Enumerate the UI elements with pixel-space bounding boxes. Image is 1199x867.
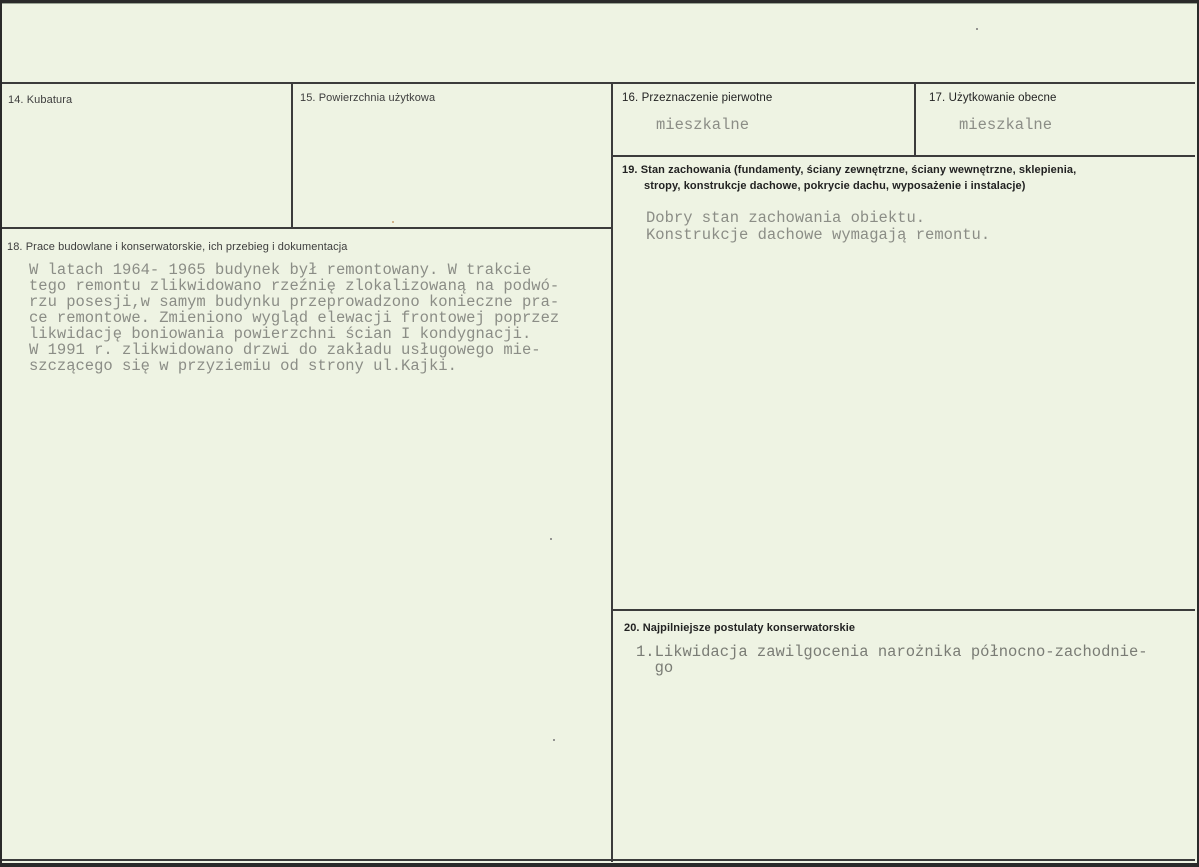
field-18-line: rzu posesji,w samym budynku przeprowadzono konieczne pra- xyxy=(29,293,560,311)
divider-top xyxy=(2,82,1195,84)
divider-row-16-19 xyxy=(611,155,1195,157)
field-18-label: 18. Prace budowlane i konserwatorskie, ich przebieg i dokumentacja xyxy=(7,241,348,253)
field-20-line: go xyxy=(636,659,674,677)
field-17-value: mieszkalne xyxy=(959,116,1053,134)
field-19-label-line1: 19. Stan zachowania (fundamenty, ściany zewnętrzne, ściany wewnętrzne, sklepienia, xyxy=(622,164,1077,176)
divider-row-19-20 xyxy=(611,609,1195,611)
paper-speck xyxy=(553,739,555,741)
field-18-line: szczącego się w przyziemiu od strony ul.Kajki. xyxy=(29,357,457,375)
paper-speck xyxy=(976,28,978,30)
divider-row-14-18 xyxy=(2,227,613,229)
paper-speck xyxy=(392,221,394,223)
field-18-line: tego remontu zlikwidowano rzeźnię zlokalizowaną na podwó- xyxy=(29,277,560,295)
field-19-label-line2: stropy, konstrukcje dachowe, pokrycie dachu, wyposażenie i instalacje) xyxy=(644,180,1026,192)
paper-speck xyxy=(550,538,552,540)
divider-left-right xyxy=(611,82,613,862)
field-17-label: 17. Użytkowanie obecne xyxy=(929,92,1057,104)
record-card xyxy=(2,3,1197,863)
field-20-label: 20. Najpilniejsze postulaty konserwatorskie xyxy=(624,622,856,634)
divider-bottom xyxy=(2,859,1195,861)
field-15-label: 15. Powierzchnia użytkowa xyxy=(300,92,436,104)
field-18-line: W latach 1964- 1965 budynek był remontowany. W trakcie xyxy=(29,261,532,279)
field-18-line: ce remontowe. Zmieniono wygląd elewacji frontowej poprzez xyxy=(29,309,560,327)
field-18-line: W 1991 r. zlikwidowano drzwi do zakładu usługowego mie- xyxy=(29,341,541,359)
field-14-label: 14. Kubatura xyxy=(8,94,73,106)
divider-14-15 xyxy=(291,82,293,228)
field-16-value: mieszkalne xyxy=(656,116,750,134)
field-20-line: 1.Likwidacja zawilgocenia narożnika północno-zachodnie- xyxy=(636,643,1148,661)
field-16-label: 16. Przeznaczenie pierwotne xyxy=(622,92,773,104)
field-19-line: Konstrukcje dachowe wymagają remontu. xyxy=(646,226,991,244)
divider-16-17 xyxy=(914,82,916,156)
field-19-line: Dobry stan zachowania obiektu. xyxy=(646,209,926,227)
field-18-line: likwidację boniowania powierzchni ścian I kondygnacji. xyxy=(29,325,532,343)
